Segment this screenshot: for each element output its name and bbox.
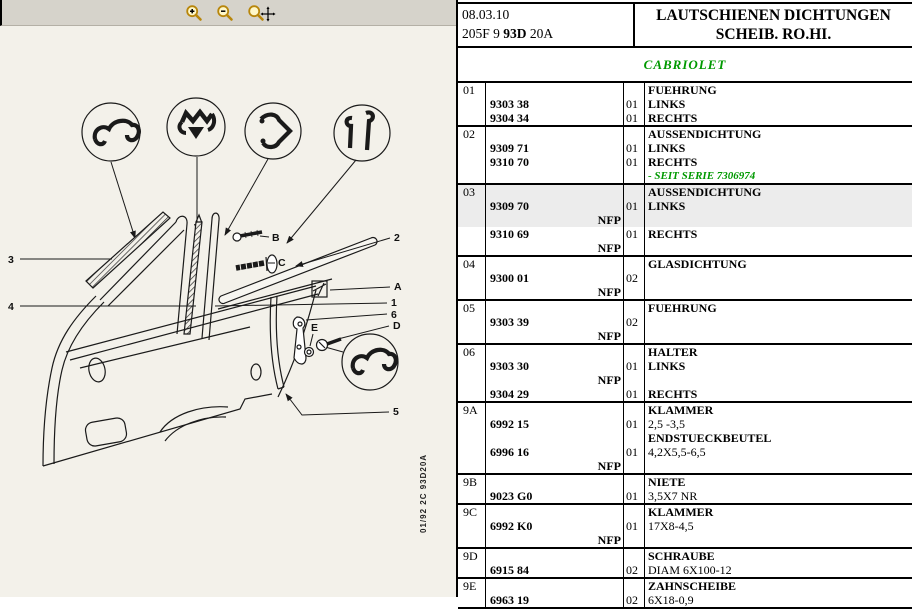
seal-strip-5 — [270, 296, 284, 389]
part-row[interactable] — [458, 241, 912, 255]
part-row[interactable] — [458, 519, 912, 533]
ref-cell — [458, 519, 486, 533]
drawing-stamp: 01/92 2C 93D20A — [419, 453, 428, 533]
qty-cell — [624, 241, 645, 255]
description-cell: KLAMMER — [648, 403, 714, 417]
item-label-3[interactable]: 3 — [8, 254, 14, 266]
nfp-cell: NFP — [486, 533, 624, 547]
qty-cell: 01 — [624, 359, 645, 373]
description-cell: LINKS — [648, 97, 686, 111]
ref-cell: 05 — [458, 301, 486, 315]
description-cell: FUEHRUNG — [648, 301, 717, 315]
part-number-cell: 9303 38 — [486, 97, 624, 111]
ref-cell — [458, 155, 486, 169]
qty-cell: 01 — [624, 387, 645, 401]
ref-cell — [458, 141, 486, 155]
part-number-cell: 6992 K0 — [486, 519, 624, 533]
door-inner-details — [84, 357, 261, 448]
part-row[interactable] — [458, 329, 912, 343]
table-group-9C — [458, 505, 912, 549]
qty-cell: 01 — [624, 141, 645, 155]
part-row[interactable] — [458, 271, 912, 285]
qty-cell — [624, 475, 645, 489]
part-number-cell: 6915 84 — [486, 563, 624, 577]
qty-cell: 01 — [624, 445, 645, 459]
part-row[interactable] — [458, 489, 912, 503]
page-title-line2: SCHEIB. RO.HI. — [715, 26, 832, 43]
part-row[interactable] — [458, 417, 912, 431]
part-row[interactable] — [458, 373, 912, 387]
ref-cell — [458, 373, 486, 387]
description-cell — [645, 285, 912, 299]
table-group-9D — [458, 549, 912, 579]
part-number-cell: 9310 70 — [486, 155, 624, 169]
guide-bracket-6 — [293, 317, 306, 364]
description-cell: LINKS — [648, 141, 686, 155]
description-cell: 3,5X7 NR — [648, 489, 698, 503]
part-row[interactable] — [458, 593, 912, 607]
part-row[interactable] — [458, 459, 912, 473]
ref-cell: 9C — [458, 505, 486, 519]
part-row[interactable] — [458, 111, 912, 125]
ref-cell — [458, 285, 486, 299]
part-number-cell — [486, 257, 624, 271]
parts-table — [458, 83, 912, 609]
zoom-in-icon[interactable] — [185, 4, 203, 22]
qty-cell — [624, 127, 645, 141]
part-row[interactable] — [458, 345, 912, 359]
seal-strip-2 — [219, 237, 377, 303]
description-cell: LINKS — [645, 199, 912, 213]
description-cell: ZAHNSCHEIBE — [648, 579, 737, 593]
qty-cell — [624, 185, 645, 199]
callout-leader-lines — [111, 157, 356, 352]
description-cell — [645, 315, 912, 329]
bolt-c — [236, 255, 277, 273]
qty-cell: 02 — [624, 593, 645, 607]
item-label-6[interactable]: 6 — [391, 309, 397, 321]
item-leader-lines — [20, 236, 390, 415]
ref-cell — [458, 199, 486, 213]
table-group-9E — [458, 579, 912, 609]
description-cell: FUEHRUNG — [648, 83, 717, 97]
part-row[interactable] — [458, 431, 912, 445]
part-number-cell: 9310 69 — [486, 227, 624, 241]
ref-cell — [458, 271, 486, 285]
part-number-cell — [486, 403, 624, 417]
part-row[interactable] — [458, 199, 912, 213]
part-row[interactable] — [458, 403, 912, 417]
part-row[interactable] — [458, 97, 912, 111]
ref-cell: 06 — [458, 345, 486, 359]
part-number-cell: 6963 19 — [486, 593, 624, 607]
part-number-cell: 9309 70 — [486, 199, 624, 213]
part-number-cell — [486, 169, 624, 183]
part-number-cell — [486, 505, 624, 519]
part-row[interactable] — [458, 315, 912, 329]
part-row[interactable] — [458, 475, 912, 489]
part-row[interactable] — [458, 227, 912, 241]
part-number-cell — [486, 127, 624, 141]
qty-cell — [624, 373, 645, 387]
part-row[interactable] — [458, 563, 912, 577]
catalog-date: 08.03.10 — [462, 7, 510, 22]
ref-cell: 01 — [458, 83, 486, 97]
table-group-06 — [458, 345, 912, 403]
qty-cell — [624, 329, 645, 343]
part-number-cell: 9303 30 — [486, 359, 624, 373]
ref-cell — [458, 169, 486, 183]
item-label-A[interactable]: A — [394, 281, 402, 293]
description-cell: HALTER — [648, 345, 698, 359]
description-cell — [645, 271, 912, 285]
ref-cell — [458, 563, 486, 577]
description-cell — [645, 459, 912, 473]
nfp-cell: NFP — [486, 285, 624, 299]
table-group-05 — [458, 301, 912, 345]
parts-list-panel — [456, 0, 912, 607]
description-cell: RECHTS — [648, 111, 698, 125]
part-row[interactable] — [458, 579, 912, 593]
qty-cell: 02 — [624, 563, 645, 577]
seal-strip-3 — [86, 212, 170, 288]
qty-cell: 01 — [624, 227, 645, 241]
description-cell: AUSSENDICHTUNG — [648, 127, 762, 141]
qty-cell: 01 — [624, 519, 645, 533]
part-row[interactable] — [458, 213, 912, 227]
part-number-cell — [486, 83, 624, 97]
page-title-line1: LAUTSCHIENEN DICHTUNGEN — [656, 7, 891, 24]
zoom-toolbar — [0, 0, 456, 26]
part-row[interactable] — [458, 387, 912, 401]
ref-cell — [458, 359, 486, 373]
screw-b — [233, 230, 262, 241]
zoom-pan-icon[interactable] — [247, 4, 275, 22]
item-label-4[interactable]: 4 — [8, 301, 14, 313]
part-number-cell: 9304 29 — [486, 387, 624, 401]
cross-section-circle-4 — [334, 105, 390, 161]
table-group-04 — [458, 257, 912, 301]
description-cell — [645, 241, 912, 255]
ref-cell: 04 — [458, 257, 486, 271]
part-number-cell — [486, 579, 624, 593]
description-cell: ENDSTUECKBEUTEL — [648, 431, 772, 445]
ref-cell — [458, 417, 486, 431]
qty-cell: 01 — [624, 417, 645, 431]
part-number-cell: 9304 34 — [486, 111, 624, 125]
catalog-code: 205F 9 93D 20A — [462, 26, 554, 41]
part-row[interactable] — [458, 301, 912, 315]
part-row[interactable] — [458, 169, 912, 183]
item-label-B[interactable]: B — [272, 232, 280, 244]
part-number-cell: 9303 39 — [486, 315, 624, 329]
cross-section-circle-5 — [342, 334, 398, 390]
ref-cell — [458, 445, 486, 459]
qty-cell: 02 — [624, 315, 645, 329]
qty-cell — [624, 403, 645, 417]
part-row[interactable] — [458, 285, 912, 299]
description-cell — [645, 533, 912, 547]
description-cell: 6X18-0,9 — [648, 593, 694, 607]
description-cell: 17X8-4,5 — [648, 519, 694, 533]
part-row[interactable] — [458, 445, 912, 459]
item-label-2[interactable]: 2 — [394, 232, 400, 244]
cross-section-circle-1 — [82, 103, 140, 161]
ref-cell — [458, 241, 486, 255]
item-label-D[interactable]: D — [393, 320, 401, 332]
zoom-out-icon[interactable] — [216, 4, 234, 22]
ref-cell — [458, 459, 486, 473]
qty-cell — [624, 579, 645, 593]
part-number-cell: 9300 01 — [486, 271, 624, 285]
part-row[interactable] — [458, 141, 912, 155]
part-number-cell — [486, 185, 624, 199]
qty-cell: 01 — [624, 97, 645, 111]
description-cell: RECHTS — [648, 387, 698, 401]
part-row[interactable] — [458, 549, 912, 563]
description-cell — [645, 329, 912, 343]
description-cell: RECHTS — [648, 227, 698, 241]
qty-cell — [624, 301, 645, 315]
qty-cell: 01 — [624, 111, 645, 125]
table-group-9A — [458, 403, 912, 475]
ref-cell: 9A — [458, 403, 486, 417]
part-row[interactable] — [458, 155, 912, 169]
part-row[interactable] — [458, 127, 912, 141]
ref-cell: 03 — [458, 185, 486, 199]
washer-e — [305, 348, 314, 357]
catalog-reference — [458, 4, 635, 46]
part-row[interactable] — [458, 533, 912, 547]
table-group-02 — [458, 127, 912, 185]
ref-cell: 9B — [458, 475, 486, 489]
part-number-cell: 9309 71 — [486, 141, 624, 155]
ref-cell — [458, 213, 486, 227]
qty-cell: 02 — [624, 271, 645, 285]
qty-cell — [624, 83, 645, 97]
ref-cell — [458, 111, 486, 125]
screw-d — [317, 339, 342, 351]
part-number-cell — [486, 345, 624, 359]
table-group-01 — [458, 83, 912, 127]
illustration-panel — [0, 0, 456, 597]
page-title — [635, 4, 912, 46]
description-cell: 2,5 -3,5 — [648, 417, 685, 431]
qty-cell — [624, 505, 645, 519]
part-row[interactable] — [458, 505, 912, 519]
description-cell: DIAM 6X100-12 — [648, 563, 732, 577]
nfp-cell: NFP — [486, 459, 624, 473]
description-cell: GLASDICHTUNG — [648, 257, 747, 271]
part-number-cell — [486, 549, 624, 563]
ref-cell: 9E — [458, 579, 486, 593]
ref-cell — [458, 387, 486, 401]
note-cell: - SEIT SERIE 7306974 — [648, 170, 756, 182]
item-label-E[interactable]: E — [311, 322, 319, 334]
qty-cell — [624, 213, 645, 227]
qty-cell — [624, 345, 645, 359]
qty-cell — [624, 285, 645, 299]
description-cell: SCHRAUBE — [648, 549, 715, 563]
qty-cell — [624, 459, 645, 473]
ref-cell: 9D — [458, 549, 486, 563]
qty-cell: 01 — [624, 155, 645, 169]
description-cell: LINKS — [648, 359, 686, 373]
part-number-cell: 9023 G0 — [486, 489, 624, 503]
table-group-03 — [458, 185, 912, 257]
nfp-cell: NFP — [486, 373, 624, 387]
item-label-C[interactable]: C — [278, 257, 286, 269]
description-cell — [645, 373, 912, 387]
description-cell: 4,2X5,5-6,5 — [648, 445, 706, 459]
description-cell: KLAMMER — [648, 505, 714, 519]
part-row[interactable] — [458, 83, 912, 97]
model-variant-label: CABRIOLET — [458, 48, 912, 83]
door-seal-diagram — [0, 26, 456, 597]
ref-cell — [458, 533, 486, 547]
qty-cell — [624, 431, 645, 445]
part-number-cell — [486, 301, 624, 315]
ref-cell: 02 — [458, 127, 486, 141]
table-group-9B — [458, 475, 912, 505]
part-number-cell — [486, 431, 624, 445]
qty-cell — [624, 169, 645, 183]
ref-cell — [458, 97, 486, 111]
part-number-cell: 6996 16 — [486, 445, 624, 459]
description-cell — [645, 213, 912, 227]
qty-cell — [624, 533, 645, 547]
description-cell: NIETE — [648, 475, 686, 489]
description-cell: RECHTS — [648, 155, 698, 169]
ref-cell — [458, 315, 486, 329]
part-row[interactable] — [458, 359, 912, 373]
part-number-cell — [486, 475, 624, 489]
part-row[interactable] — [458, 257, 912, 271]
qty-cell: 01 — [624, 489, 645, 503]
item-label-1[interactable]: 1 — [391, 297, 397, 309]
ref-cell — [458, 329, 486, 343]
nfp-cell: NFP — [486, 241, 624, 255]
item-label-5[interactable]: 5 — [393, 406, 399, 418]
ref-cell — [458, 431, 486, 445]
nfp-cell: NFP — [486, 329, 624, 343]
page-header — [458, 2, 912, 48]
nfp-cell: NFP — [486, 213, 624, 227]
part-row[interactable] — [458, 185, 912, 199]
ref-cell — [458, 593, 486, 607]
description-cell: AUSSENDICHTUNG — [645, 185, 912, 199]
qty-cell — [624, 257, 645, 271]
part-number-cell: 6992 15 — [486, 417, 624, 431]
ref-cell — [458, 227, 486, 241]
ref-cell — [458, 489, 486, 503]
qty-cell: 01 — [624, 199, 645, 213]
qty-cell — [624, 549, 645, 563]
item-labels — [8, 232, 402, 418]
